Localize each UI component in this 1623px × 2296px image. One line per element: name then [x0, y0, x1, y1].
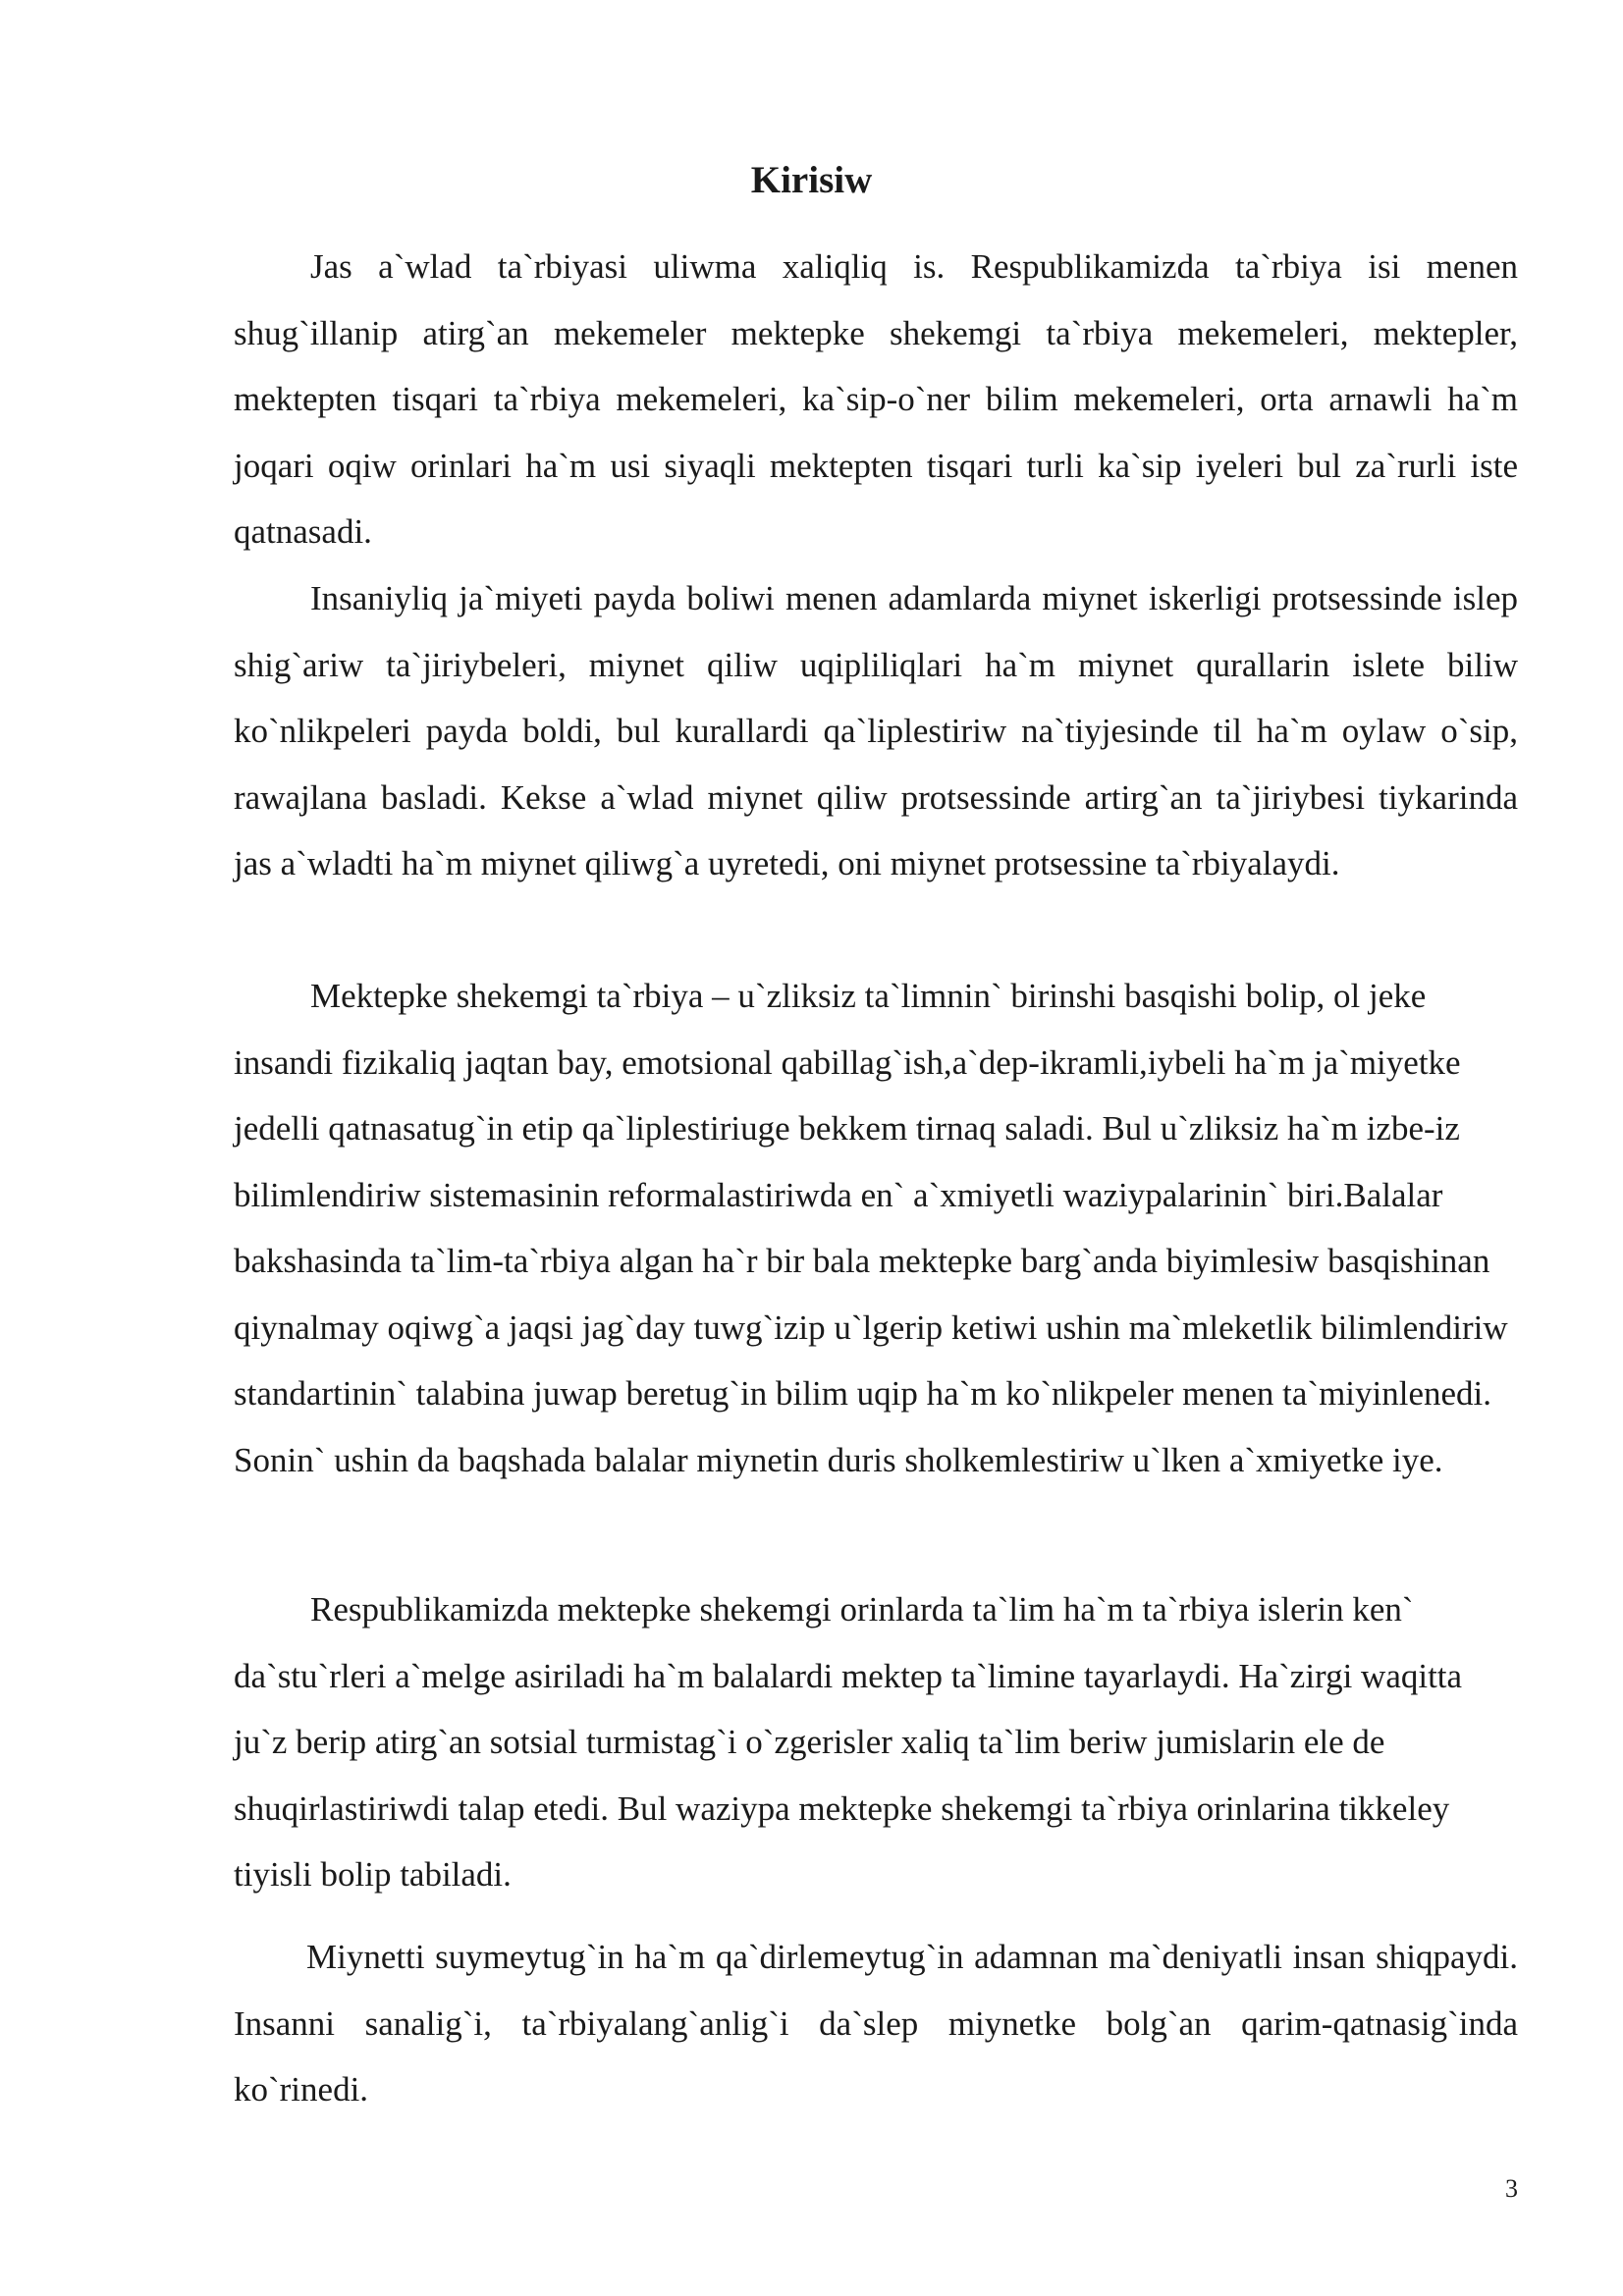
page-title: Kirisiw — [750, 159, 873, 201]
paragraph-1: Jas a`wlad ta`rbiyasi uliwma xaliqliq is. Respublikamizda ta`rbiya isi menen shug`illanip atirg`an mekemeler mektepke shekemgi ta`rbiya mekemeleri, mektepler, mektepten tisqari ta`rbiya mekemeleri, ka`sip-o`ner bilim mekemeleri, orta arnawli ha`m joqari oqiw orinlari ha`m usi siyaqli mektepten tisqari turli ka`sip iyeleri bul za`rurli iste qatnasadi. — [234, 247, 1518, 551]
paragraph-4: Respublikamizda mektepke shekemgi orinlarda ta`lim ha`m ta`rbiya islerin ken` da`stu`rleri a`melge asiriladi ha`m balalardi mektep ta`limine tayarlaydi. Ha`zirgi waqitta ju`z berip atirg`an sotsial turmistag`i o`zgerisler xaliq ta`lim beriw jumislarin ele de shuqirlastiriwdi talap etedi. Bul waziypa mektepke shekemgi ta`rbiya orinlarina tikkeley tiyisli bolip tabiladi. — [234, 1590, 1463, 1894]
paragraph-2: Insaniyliq ja`miyeti payda boliwi menen adamlarda miynet iskerligi protsessinde islep shig`ariw ta`jiriybeleri, miynet qiliw uqipliliqlari ha`m miynet qurallarin islete biliw ko`nlikpeleri payda boldi, bul kurallardi qa`liplestiriw na`tiyjesinde til ha`m oylaw o`sip, rawajlana basladi. Kekse a`wlad miynet qiliw protsessinde artirg`an ta`jiriybesi tiykarinda jas a`wladti ha`m miynet qiliwg`a uyretedi, oni miynet protsessine ta`rbiyalaydi. — [234, 579, 1518, 882]
paragraph-5: Miynetti suymeytug`in ha`m qa`dirlemeytug`in adamnan ma`deniyatli insan shiqpaydi. Insanni sanalig`i, ta`rbiyalang`anlig`i da`slep miynetke bolg`an qarim-qatnasig`inda ko`rinedi. — [234, 1938, 1518, 2109]
paragraph-3: Mektepke shekemgi ta`rbiya – u`zliksiz ta`limnin` birinshi basqishi bolip, ol jeke insandi fizikaliq jaqtan bay, emotsional qabillag`ish,a`dep-ikramli,iybeli ha`m ja`miyetke jedelli qatnasatug`in etip qa`liplestiriuge bekkem tirnaq saladi. Bul u`zliksiz ha`m izbe-iz bilimlendiriw sistemasinin reformalastiriwda en` a`xmiyetli waziypalarinin` biri.Balalar bakshasinda ta`lim-ta`rbiya algan ha`r bir bala mektepke barg`anda biyimlesiw basqishinan qiynalmay oqiwg`a jaqsi jag`day tuwg`izip u`lgerip ketiwi ushin ma`mleketlik bilimlendiriw standartinin` talabina juwap beretug`in bilim uqip ha`m ko`nlikpeler menen ta`miyinlenedi. Sonin` ushin da baqshada balalar miynetin duris sholkemlestiriw u`lken a`xmiyetke iye. — [234, 977, 1508, 1479]
page-number: 3 — [1505, 2174, 1518, 2203]
